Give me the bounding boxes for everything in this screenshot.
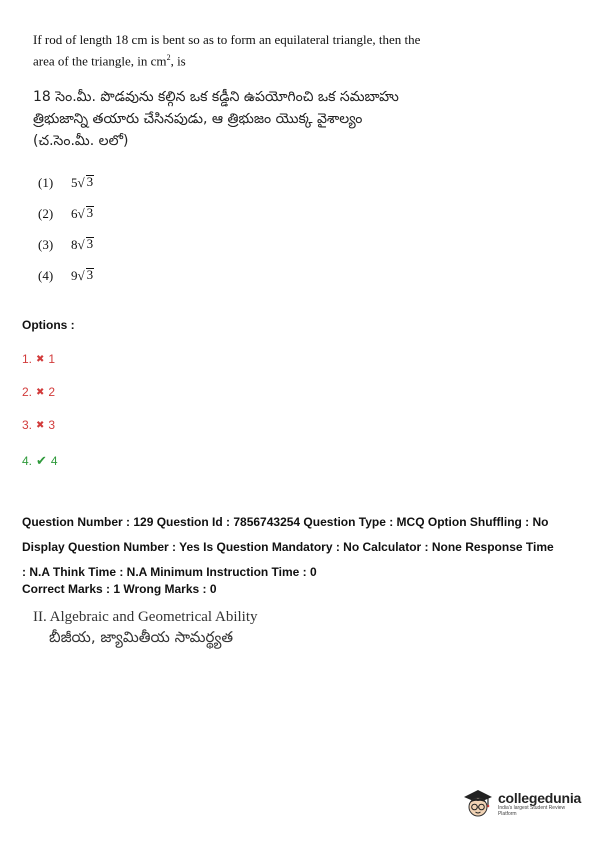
question-option-1: (1) 5 √ 3 xyxy=(38,175,94,206)
question-options xyxy=(38,175,94,299)
sqrt-icon: √ xyxy=(77,206,85,221)
question-english xyxy=(33,31,433,70)
options-label: Options : xyxy=(22,318,75,332)
logo-brand: collegedunia xyxy=(497,789,582,806)
question-telugu-line1: 18 సెం.మీ. పొడవును కల్గిన ఒక కడ్డీని ఉపయోగించి ఒక సమబాహు xyxy=(33,89,399,105)
question-option-3: (3) 8 √ 3 xyxy=(38,237,94,268)
collegedunia-logo xyxy=(461,783,585,823)
question-english-line1: If rod of length 18 cm is bent so as to form an equilateral triangle, then the xyxy=(33,32,421,47)
question-metadata: Question Number : 129 Question Id : 7856743254 Question Type : MCQ Option Shuffling : No Display Question Number : Yes Is Question Mandatory : No Calculator : None Response Time : N.A Think Time : N.A Minimum Instruction Time : 0 xyxy=(22,515,554,579)
question-option-4: (4) 9 √ 3 xyxy=(38,268,94,299)
question-option-2: (2) 6 √ 3 xyxy=(38,206,94,237)
logo-tagline: India's largest Student Review Platform xyxy=(497,804,566,817)
answer-option-1[interactable]: 1. ✖ 1 xyxy=(22,352,56,366)
question-telugu xyxy=(33,86,453,152)
sqrt-icon: √ xyxy=(77,237,85,252)
answer-option-4[interactable]: 4. ✔ 4 xyxy=(22,453,58,468)
section-title-english: II. Algebraic and Geometrical Ability xyxy=(33,609,258,625)
section-title-telugu: బీజీయ, జ్యామితీయ సామర్థ్యత xyxy=(49,628,234,646)
answer-option-2[interactable]: 2. ✖ 2 xyxy=(22,385,56,399)
sqrt-icon: √ xyxy=(77,175,85,190)
question-telugu-line2: త్రిభుజాన్ని తయారు చేసినపుడు, ఆ త్రిభుజం యొక్క వైశాల్యం xyxy=(33,111,363,127)
question-english-line2: area of the triangle, in $cm^2$, is xyxy=(33,53,186,69)
marks-info: Correct Marks : 1 Wrong Marks : 0 xyxy=(22,582,217,596)
cross-icon: ✖ xyxy=(36,386,45,398)
cross-icon: ✖ xyxy=(36,419,45,431)
answer-option-3[interactable]: 3. ✖ 3 xyxy=(22,418,56,432)
cross-icon: ✖ xyxy=(36,353,45,365)
sqrt-icon: √ xyxy=(77,268,85,283)
student-mascot-icon xyxy=(461,786,495,820)
check-icon: ✔ xyxy=(36,453,47,468)
question-telugu-line3: (చ.సెం.మీ. లలో) xyxy=(33,133,129,149)
